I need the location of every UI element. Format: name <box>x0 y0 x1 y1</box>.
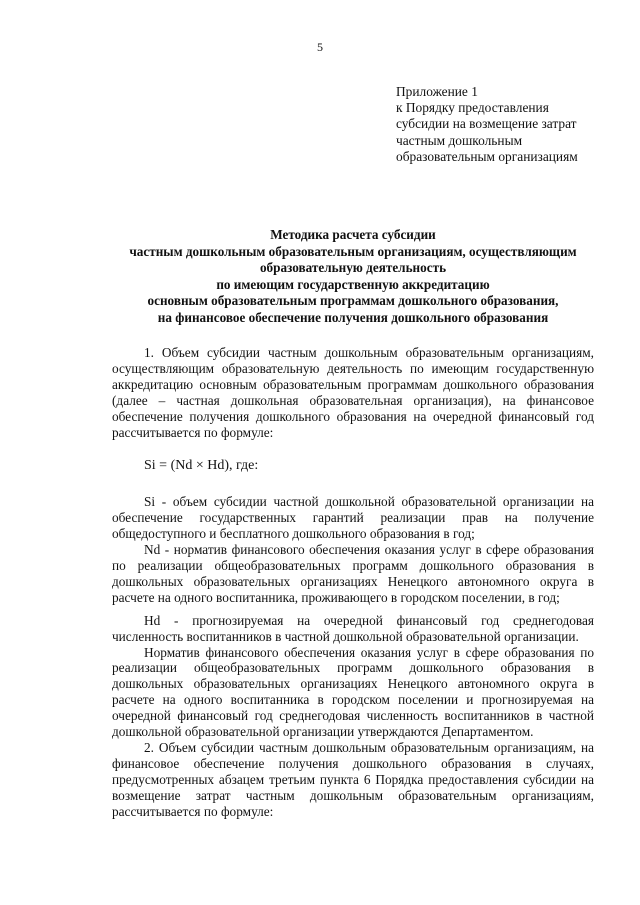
formula: Si = (Nd × Hd), где: <box>144 458 259 474</box>
title-line: на финансовое обеспечение получения дошкольного образования <box>157 309 549 325</box>
paragraph-normative: Норматив финансового обеспечения оказания услуг в сфере образования по реализации общеобразовательных программ дошкольного образования в дошкольных образовательных организациях Ненецкого автономного округа в расчете на одного воспитанника в городском поселении и прогнозируемая на очередной финансовый год среднегодовая численность воспитанников в частной дошкольной образовательной организации утверждаются Департаментом. <box>112 644 594 740</box>
definition-hd: Hd - прогнозируемая на очередной финансовый год среднегодовая численность воспитанников в частной дошкольной образовательной организации. <box>112 612 594 644</box>
appendix-line: субсидии на возмещение затрат <box>396 116 577 132</box>
definition-nd: Nd - норматив финансового обеспечения оказания услуг в сфере образования по реализации общеобразовательных программ дошкольного образования в дошкольных образовательных организациях Ненецкого автономного округа в расчете на одного воспитанника, проживающего в городском поселении, в год; <box>112 542 594 605</box>
definition-si: Si - объем субсидии частной дошкольной образовательной организации на обеспечение государственных гарантий реализации прав на получение общедоступного и бесплатного дошкольного образования в год; <box>112 494 594 542</box>
page-number: 5 <box>317 40 323 54</box>
appendix-line: частным дошкольным <box>396 132 523 148</box>
document-title <box>100 227 606 327</box>
title-line: по имеющим государственную аккредитацию <box>216 276 490 292</box>
title-line: образовательную деятельность <box>259 260 447 276</box>
paragraph-2: 2. Объем субсидии частным дошкольным образовательным организациям, на финансовое обеспечение получения дошкольного образования в случаях, предусмотренных абзацем третьим пункта 6 Порядка предоставления субсидии на возмещение затрат частным дошкольным образовательным организациям, рассчитывается по формуле: <box>112 739 594 819</box>
title-line: частным дошкольным образовательным организациям, осуществляющим <box>129 243 577 259</box>
appendix-line: Приложение 1 <box>396 84 478 99</box>
appendix-header <box>396 84 578 165</box>
appendix-line: образовательным организациям <box>396 148 578 164</box>
title-line: основным образовательным программам дошкольного образования, <box>147 293 559 309</box>
document-body <box>112 345 594 819</box>
appendix-line: к Порядку предоставления <box>396 100 549 116</box>
paragraph-1: 1. Объем субсидии частным дошкольным образовательным организациям, осуществляющим образовательную деятельность по имеющим государственную аккредитацию основным образовательным программам дошкольного образования (далее – частная дошкольная образовательная организация), на финансовое обеспечение получения дошкольного образования на очередной финансовый год рассчитывается по формуле: <box>112 345 594 440</box>
title-line: Методика расчета субсидии <box>270 227 436 242</box>
